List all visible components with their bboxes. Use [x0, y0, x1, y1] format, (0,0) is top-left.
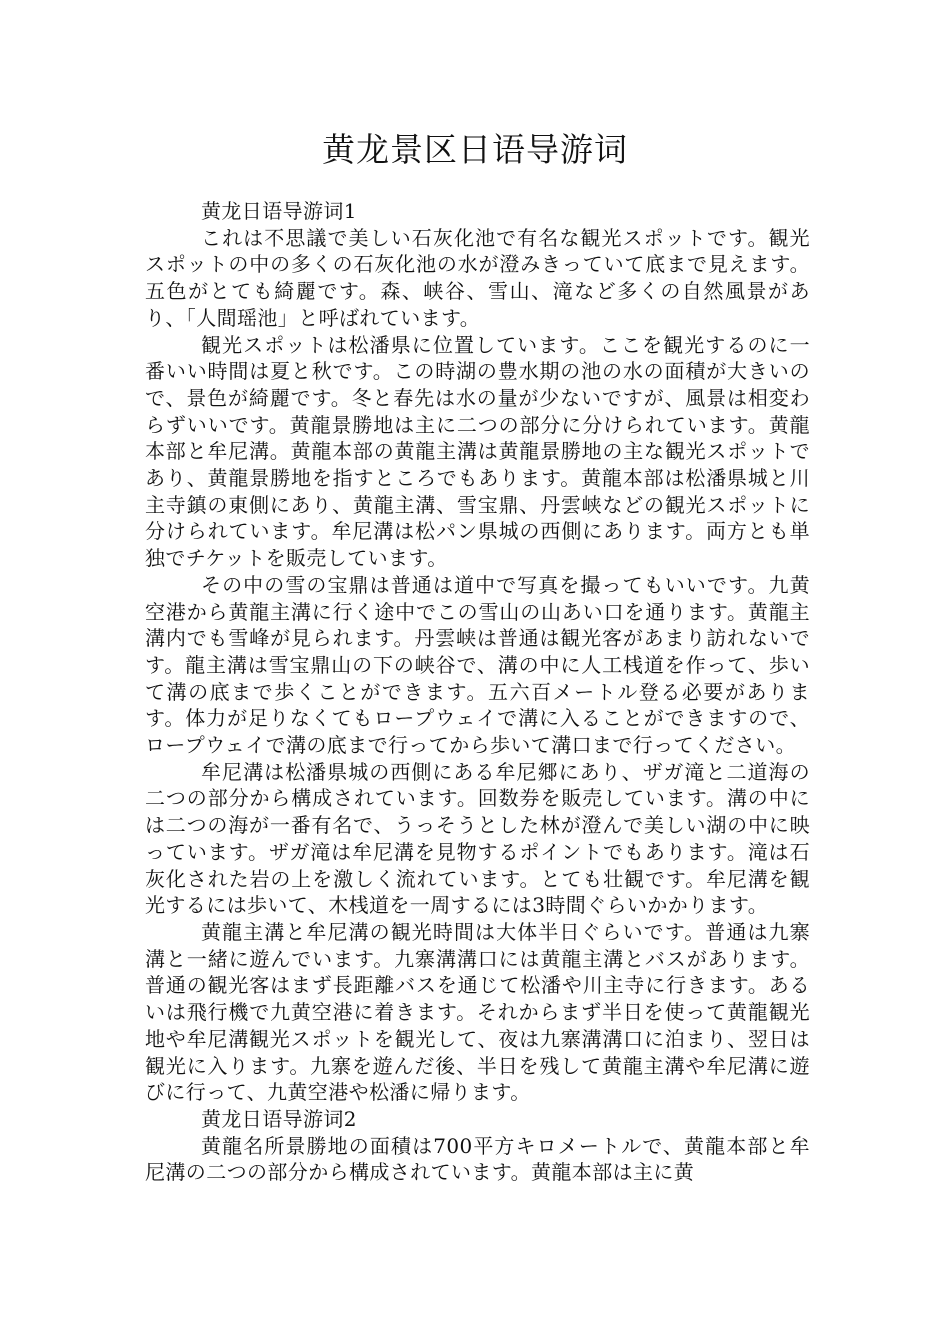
document-body [145, 198, 810, 1186]
paragraph: その中の雪の宝鼎は普通は道中で写真を撮ってもいいです。九黄空港から黄龍主溝に行く途中でこの雪山の山あい口を通ります。黄龍主溝内でも雪峰が見られます。丹雲峡は普通は観光客があまり訪れないです。龍主溝は雪宝鼎山の下の峡谷で、溝の中に人工桟道を作って、歩いて溝の底まで歩くことができます。五六百メートル登る必要があります。体力が足りなくてもロープウェイで溝に入ることができますので、ロープウェイで溝の底まで行ってから歩いて溝口まで行ってください。 [145, 572, 810, 758]
paragraph: 黄龍名所景勝地の面積は700平方キロメートルで、黄龍本部と牟尼溝の二つの部分から構成されています。黄龍本部は主に黄 [145, 1133, 810, 1185]
paragraph: 牟尼溝は松潘県城の西側にある牟尼郷にあり、ザガ滝と二道海の二つの部分から構成されています。回数券を販売しています。溝の中には二つの海が一番有名で、うっそうとした林が澄んで美しい湖の中に映っています。ザガ滝は牟尼溝を見物するポイントでもあります。滝は石灰化された岩の上を激しく流れています。とても壮観です。牟尼溝を観光するには歩いて、木桟道を一周するには3時間ぐらいかかります。 [145, 759, 810, 918]
document-title: 黄龙景区日语导游词 [322, 130, 628, 169]
paragraph: 観光スポットは松潘県に位置しています。ここを観光するのに一番いい時間は夏と秋です。この時湖の豊水期の池の水の面積が大きいので、景色が綺麗です。冬と春先は水の量が少ないですが、風景は相変わらずいいです。黄龍景勝地は主に二つの部分に分けられています。黄龍本部と牟尼溝。黄龍本部の黄龍主溝は黄龍景勝地の主な観光スポットであり、黄龍景勝地を指すところでもあります。黄龍本部は松潘県城と川主寺鎮の東側にあり、黄龍主溝、雪宝鼎、丹雲峡などの観光スポットに分けられています。牟尼溝は松パン県城の西側にあります。両方とも単独でチケットを販売しています。 [145, 332, 810, 571]
paragraph: これは不思議で美しい石灰化池で有名な観光スポットです。観光スポットの中の多くの石灰化池の水が澄みきっていて底まで見えます。五色がとても綺麗です。森、峡谷、雪山、滝など多くの自然風景があり、「人間瑶池」と呼ばれています。 [145, 225, 810, 330]
section-heading-2: 黄龙日语导游词2 [201, 1106, 357, 1131]
paragraph: 黄龍主溝と牟尼溝の観光時間は大体半日ぐらいです。普通は九寨溝と一緒に遊んでいます。九寨溝溝口には黄龍主溝とバスがあります。普通の観光客はまず長距離バスを通じて松潘や川主寺に行きます。あるいは飛行機で九黄空港に着きます。それからまず半日を使って黄龍観光地や牟尼溝観光スポットを観光して、夜は九寨溝溝口に泊まり、翌日は観光に入ります。九寨を遊んだ後、半日を残して黄龍主溝や牟尼溝に遊びに行って、九黄空港や松潘に帰ります。 [145, 919, 810, 1105]
section-heading-1: 黄龙日语导游词1 [201, 199, 357, 223]
